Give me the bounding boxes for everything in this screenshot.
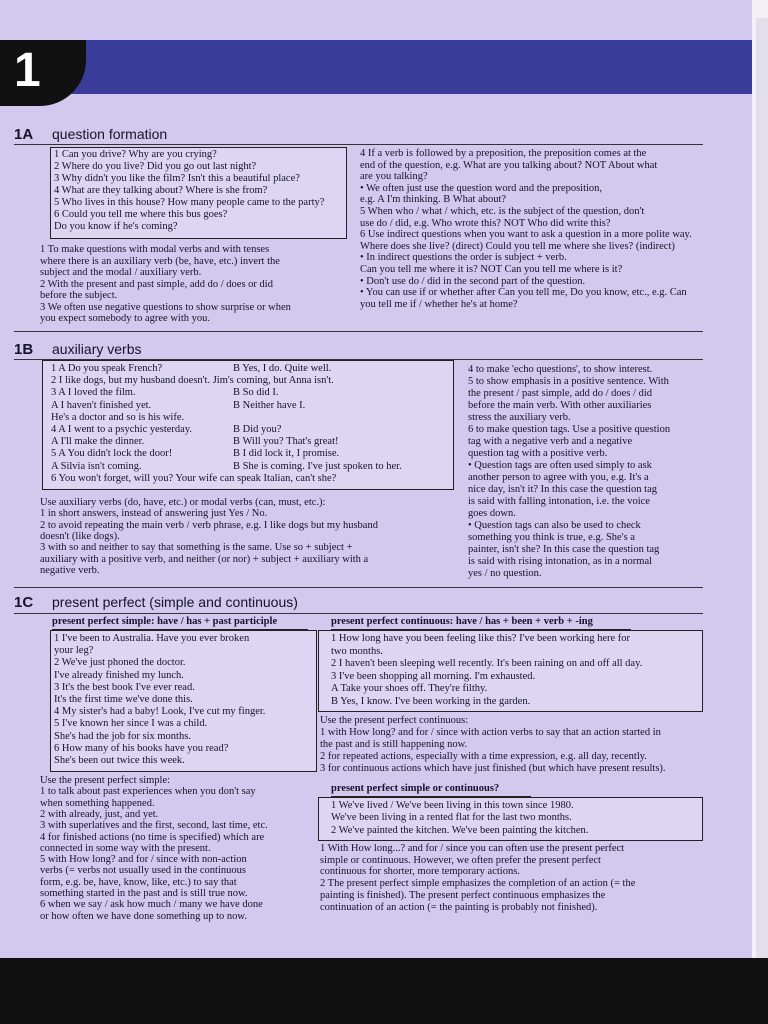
- text-line: 6 when we say / ask how much / many we have done: [40, 899, 263, 911]
- text-line: 1 I've been to Australia. Have you ever broken: [54, 633, 250, 644]
- text-line: 2 to avoid repeating the main verb / verb phrase, e.g. I like dogs but my husband: [40, 519, 378, 531]
- text-line: continuation of an action (= the painting is probably not finished).: [320, 901, 598, 913]
- text-line: He's a doctor and so is his wife.: [51, 411, 185, 423]
- text-line: 1 Can you drive? Why are you crying?: [54, 149, 217, 160]
- text-line: Use the present perfect simple:: [40, 775, 171, 786]
- text-line: 2 I like dogs, but my husband doesn't. Jim's coming, but Anna isn't.: [51, 375, 334, 387]
- text-line: 1 A Do you speak French?: [51, 363, 163, 374]
- text-line: 3 with so and neither to say that something is the same. Use so + subject +: [40, 542, 353, 554]
- text-line: 3 We often use negative questions to show surprise or when: [40, 301, 291, 313]
- text-line: subject and the modal / auxiliary verb.: [40, 267, 202, 278]
- section-rule: [14, 613, 703, 614]
- text-line: 2 We've just phoned the doctor.: [54, 657, 186, 669]
- text-line: 5 with How long? and for / since with non-action: [40, 854, 247, 866]
- text-line: 6 How many of his books have you read?: [54, 742, 229, 754]
- text-line: She's had the job for six months.: [54, 730, 191, 742]
- text-line: 4 What are they talking about? Where is she from?: [54, 185, 268, 196]
- text-line: painting is finished). The present perfect continuous emphasizes the: [320, 889, 606, 901]
- text-line: before the subject.: [40, 290, 118, 301]
- text-line: are you talking?: [360, 171, 428, 183]
- section-rule: [14, 331, 703, 332]
- text-line: • Don't use do / did in the second part of the question.: [360, 275, 586, 287]
- text-line: question tag with a positive verb.: [468, 448, 608, 459]
- text-line: 4 for finished actions (no time is specified) which are: [40, 831, 265, 843]
- text-line: Use auxiliary verbs (do, have, etc.) or modal verbs (can, must, etc.):: [40, 497, 326, 508]
- text-line: A Take your shoes off. They're filthy.: [331, 683, 488, 695]
- text-line: your leg?: [54, 645, 94, 657]
- text-line: I've already finished my lunch.: [54, 669, 184, 681]
- text-line: 6 Use indirect questions when you want to ask a question in a more polite way.: [360, 229, 692, 241]
- text-line: end of the question, e.g. What are you talking about? NOT About what: [360, 159, 658, 171]
- section-title: present perfect (simple and continuous): [52, 594, 298, 610]
- text-line: 5 Who lives in this house? How many people came to the party?: [54, 197, 325, 208]
- text-line: 2 With the present and past simple, add do / does or did: [40, 278, 273, 290]
- text-line: 2 with already, just, and yet.: [40, 808, 159, 820]
- text-line: painter, isn't she? In this case the question tag: [468, 544, 660, 555]
- text-line: 2 I haven't been sleeping well recently. It's been raining on and off all day.: [331, 658, 643, 670]
- text-line: 2 Where do you live? Did you go out last night?: [54, 161, 257, 172]
- text-line: 4 to make 'echo questions', to show interest.: [468, 364, 653, 375]
- subheading-present-perfect-simple: present perfect simple: have / has + past participle: [52, 616, 278, 627]
- text-line: use do / did, e.g. Who wrote this? NOT Who did write this?: [360, 217, 611, 229]
- text-line: It's the first time we've done this.: [54, 694, 193, 705]
- text-line: 4 A I went to a psychic yesterday.: [51, 424, 193, 435]
- text-line: 4 My sister's had a baby! Look, I've cut my finger.: [54, 706, 266, 718]
- text-line: B Neither have I.: [233, 399, 306, 411]
- text-line: goes down.: [468, 508, 516, 519]
- section-title: auxiliary verbs: [52, 341, 142, 357]
- subheading-present-perfect-continuous: present perfect continuous: have / has + been + verb + -ing: [331, 616, 593, 627]
- bottom-shadow: [0, 958, 768, 1024]
- text-line: 1 to talk about past experiences when you don't say: [40, 786, 256, 798]
- text-line: 2 for repeated actions, especially with a time expression, e.g. all day, recently.: [320, 751, 647, 762]
- text-line: 5 A You didn't lock the door!: [51, 448, 173, 460]
- text-line: 3 Why didn't you like the film? Isn't this a beautiful place?: [54, 173, 300, 184]
- text-line: auxiliary with a positive verb, and neither (or nor) + subject + auxiliary with a: [40, 553, 369, 565]
- text-line: 1 With How long...? and for / since you can often use the present perfect: [320, 843, 625, 854]
- section-title: question formation: [52, 126, 168, 142]
- text-line: e.g. A I'm thinking. B What about?: [360, 194, 507, 206]
- text-line: form, e.g. be, have, know, like, etc.) to say that: [40, 876, 237, 888]
- text-line: something started in the past and is still true now.: [40, 888, 248, 899]
- text-line: 1 We've lived / We've been living in this town since 1980.: [331, 800, 574, 811]
- text-line: 6 to make question tags. Use a positive question: [468, 424, 671, 435]
- text-line: We've been living in a rented flat for the last two months.: [331, 812, 572, 824]
- text-line: 1 To make questions with modal verbs and with tenses: [40, 244, 270, 255]
- text-line: two months.: [331, 645, 383, 657]
- text-line: 5 to show emphasis in a positive sentence. With: [468, 376, 669, 387]
- text-line: • You can use if or whether after Can you tell me, Do you know, etc., e.g. Can: [360, 287, 687, 299]
- text-line: when something happened.: [40, 797, 155, 809]
- text-line: 2 The present perfect simple emphasizes the completion of an action (= the: [320, 878, 636, 890]
- text-line: doesn't (like dogs).: [40, 530, 120, 542]
- text-line: nice day, isn't it? In this case the question tag: [468, 484, 657, 495]
- text-line: 3 I've been shopping all morning. I'm exhausted.: [331, 670, 536, 682]
- page-edge-shadow: [756, 18, 768, 958]
- text-line: B Will you? That's great!: [233, 436, 339, 448]
- text-line: B Yes, I know. I've been working in the garden.: [331, 696, 531, 707]
- text-line: B So did I.: [233, 387, 279, 399]
- text-line: another person to agree with you, e.g. It's a: [468, 472, 649, 483]
- text-line: • Question tags are often used simply to ask: [468, 460, 652, 471]
- text-line: stress the auxiliary verb.: [468, 412, 571, 423]
- text-line: before the main verb. With other auxiliaries: [468, 400, 652, 411]
- unit-banner: [0, 40, 752, 94]
- text-line: yes / no question.: [468, 568, 542, 579]
- text-line: something you think is true, e.g. She's a: [468, 532, 635, 543]
- text-line: tag with a negative verb and a negative: [468, 436, 633, 447]
- text-line: 1 in short answers, instead of answering just Yes / No.: [40, 508, 268, 520]
- subheading-simple-or-continuous: present perfect simple or continuous?: [331, 783, 500, 794]
- text-line: connected in some way with the present.: [40, 842, 211, 854]
- text-line: 2 We've painted the kitchen. We've been painting the kitchen.: [331, 824, 589, 836]
- text-line: continuous for shorter, more temporary actions.: [320, 866, 520, 878]
- text-line: B Yes, I do. Quite well.: [233, 363, 332, 374]
- text-line: the past and is still happening now.: [320, 739, 468, 750]
- text-line: 1 with How long? and for / since with action verbs to say that an action started in: [320, 727, 661, 738]
- text-line: is said with rising intonation, as in a normal: [468, 556, 653, 567]
- text-line: 1 How long have you been feeling like this? I've been working here for: [331, 633, 631, 644]
- text-line: B I did lock it, I promise.: [233, 448, 340, 460]
- text-line: the present / past simple, add do / does / did: [468, 388, 653, 399]
- text-line: • Question tags can also be used to check: [468, 520, 641, 531]
- text-line: 6 Could you tell me where this bus goes?: [54, 209, 228, 220]
- text-line: • We often just use the question word and the preposition,: [360, 182, 603, 194]
- text-line: is said with falling intonation, i.e. the voice: [468, 496, 650, 507]
- text-line: verbs (= verbs not usually used in the continuous: [40, 865, 246, 877]
- text-line: Use the present perfect continuous:: [320, 715, 469, 726]
- text-line: simple or continuous. However, we often prefer the present perfect: [320, 854, 601, 866]
- text-line: 4 If a verb is followed by a preposition, the preposition comes at the: [360, 148, 647, 159]
- text-line: 5 When who / what / which, etc. is the subject of the question, don't: [360, 206, 645, 217]
- text-line: • In indirect questions the order is subject + verb.: [360, 252, 567, 264]
- text-line: or how often we have done something up to now.: [40, 910, 247, 922]
- text-line: you expect somebody to agree with you.: [40, 313, 210, 324]
- section-rule: [14, 144, 703, 145]
- text-line: 6 You won't forget, will you? Your wife can speak Italian, can't she?: [51, 472, 337, 484]
- section-code: 1B: [14, 341, 34, 358]
- text-line: Do you know if he's coming?: [54, 221, 178, 232]
- text-line: B Did you?: [233, 424, 282, 435]
- text-line: She's been out twice this week.: [54, 755, 185, 766]
- text-line: negative verb.: [40, 564, 100, 576]
- section-code: 1C: [14, 594, 34, 611]
- text-line: 3 for continuous actions which have just finished (but which have present results).: [320, 763, 666, 774]
- text-line: where there is an auxiliary verb (be, have, etc.) invert the: [40, 255, 280, 267]
- text-line: Can you tell me where it is? NOT Can you tell me where is it?: [360, 264, 623, 275]
- text-line: 3 with superlatives and the first, second, last time, etc.: [40, 820, 268, 832]
- section-rule: [14, 587, 703, 588]
- text-line: A Silvia isn't coming.: [51, 460, 142, 472]
- text-line: A I'll make the dinner.: [51, 436, 145, 448]
- text-line: A I haven't finished yet.: [51, 399, 152, 411]
- text-line: 3 A I loved the film.: [51, 387, 136, 399]
- text-line: 3 It's the best book I've ever read.: [54, 681, 195, 693]
- text-line: Where does she live? (direct) Could you tell me where she lives? (indirect): [360, 240, 675, 252]
- text-line: B She is coming. I've just spoken to her.: [233, 460, 402, 472]
- text-line: 5 I've known her since I was a child.: [54, 718, 208, 730]
- text-line: you tell me if / whether he's at home?: [360, 298, 518, 310]
- unit-number: 1: [0, 40, 86, 106]
- section-code: 1A: [14, 126, 34, 143]
